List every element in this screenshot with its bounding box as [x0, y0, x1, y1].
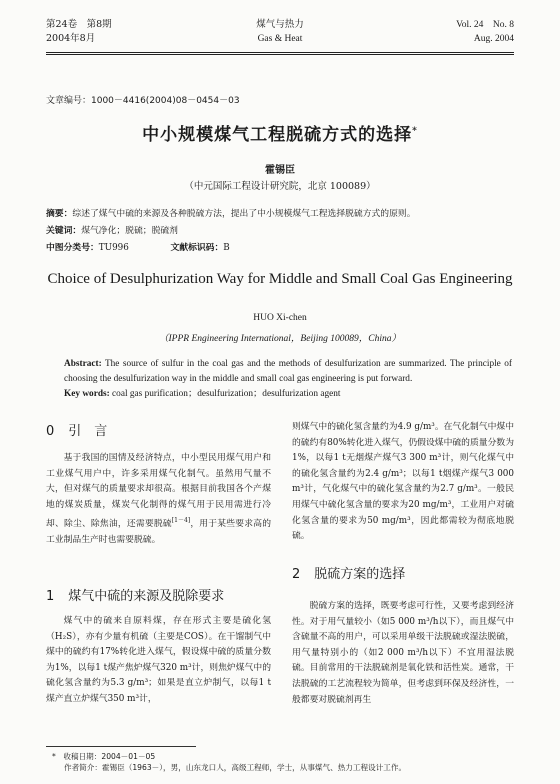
clc-label: 中图分类号：: [46, 243, 99, 253]
section-0-heading: [46, 420, 107, 439]
received-date: [52, 751, 522, 762]
citation-ref: [1－4]: [171, 517, 191, 525]
header-rule-2: [46, 54, 514, 55]
journal-name: [230, 18, 330, 46]
date-en: Aug. 2004: [473, 34, 514, 44]
article-number: 文章编号：1000－4416(2004)08－0454－03: [46, 96, 240, 106]
section-2-text: 脱硫方案的选择，既要考虑可行性，又要考虑到经济性。对于用气量较小（如5 000 m³/h以下），而且煤气中含硫量不高的用户，可以采用单级干法脱硫或湿法脱硫，用气量特别小的（如2 000 m³/h以下）不宜用湿法脱硫。目前常用的干法脱硫剂是氧化铁和活性炭。通常，干法脱硫的工艺流程较为简单，但考虑到环保及经济性，一般都要对脱硫剂再生: [292, 601, 514, 705]
footnote-rule: [46, 746, 196, 747]
intro-text: 基于我国的国情及经济特点，中小型民用煤气用户和工业煤气用户中，许多采用煤气化制气。虽然用气量不大，但对煤气的质量要求却很高。根据目前我国各个产煤地的煤炭质量，煤炭气化制得的煤气用于民用需进行冷却、除尘、除焦油，还需要脱硫: [46, 453, 271, 530]
author-cn: 霍锡臣: [265, 165, 295, 176]
section-1-heading: [46, 585, 224, 604]
abstract-cn: [46, 207, 516, 221]
classification-line: [46, 241, 230, 255]
section-1-text: 煤气中的硫来自原料煤，存在形式主要是硫化氢（H₂S），亦有少量有机硫（主要是COS）。在干馏制气中煤中的硫约有17%转化进入煤气，假设煤中硫的质量分数为1%，以每1 t煤产焦炉煤气320 m³计，则焦炉煤气中的硫化氢含量约为5.3 g/m³；如果是直立炉制气，以每1 t煤产直立炉煤气350 m³计，: [46, 616, 271, 704]
doc-code-value: B: [223, 243, 230, 253]
journal-name-cn: 煤气与热力: [256, 19, 304, 30]
section-2-paragraph: [292, 599, 514, 708]
continued-text: 则煤气中的硫化氢含量约为4.9 g/m³。在气化制气中煤中的硫约有80%转化进入煤气，仍假设煤中硫的质量分数为1%，以每1 t无烟煤产煤气3 300 m³计，则气化煤气中的硫化氢含量约为2.4 g/m³；以每1 t烟煤产煤气3 000 m³计，气化煤气中的硫化氢含量约为2.7 g/m³。一般民用煤气中硫化氢含量的要求为20 mg/m³，工业用户对硫化氢含量的要求为50 mg/m³，因此都需较为彻底地脱硫。: [292, 422, 514, 542]
author-bio: 作者简介：霍锡臣（1963－），男，山东龙口人，高级工程师，学士，从事煤气、热力工程设计工作。: [64, 763, 407, 772]
keywords-en: [64, 387, 512, 402]
journal-name-en: Gas & Heat: [257, 34, 303, 44]
keywords-cn-text: 煤气净化；脱硫；脱硫剂: [81, 226, 178, 236]
affiliation-cn: （中元国际工程设计研究院，北京 100089）: [184, 181, 376, 192]
english-title: Choice of Desulphurization Way for Middle and Small Coal Gas Engineering: [47, 271, 513, 287]
keywords-cn: [46, 224, 178, 238]
section-2-number: 2: [292, 567, 301, 582]
journal-volume-en: [414, 18, 514, 46]
volume-issue-en: Vol. 24 No. 8: [456, 20, 514, 30]
abstract-cn-label: 摘要：: [46, 209, 73, 219]
english-author: HUO Xi-chen: [253, 313, 307, 323]
section-1-title: 煤气中硫的来源及脱除要求: [68, 589, 225, 604]
paper-title: [0, 120, 560, 145]
title-text: 中小规模煤气工程脱硫方式的选择: [142, 125, 413, 145]
clc-value: TU996: [98, 243, 129, 253]
section-2-title: 脱硫方案的选择: [314, 567, 406, 582]
title-footnote-mark: *: [412, 126, 418, 137]
abstract-en: [64, 357, 512, 387]
section-0-title: 引 言: [68, 424, 108, 439]
section-0-number: 0: [46, 424, 55, 439]
doc-code-label: 文献标识码：: [170, 243, 224, 253]
footnotes: [52, 751, 522, 773]
section-1-paragraph: [46, 614, 271, 708]
abstract-cn-text: 综述了煤气中硫的来源及各种脱硫方法，提出了中小规模煤气工程选择脱硫方式的原则。: [72, 209, 416, 219]
english-affiliation: （IPPR Engineering International，Beijing 100089，China）: [159, 334, 401, 344]
intro-text-end: ，用于某些要求高的工业制品生产时也需要脱硫。: [46, 519, 271, 545]
date-cn: 2004年8月: [46, 33, 96, 44]
section-2-heading: [292, 563, 405, 582]
volume-issue-cn: 第24卷 第8期: [46, 19, 112, 30]
section-1-number: 1: [46, 589, 55, 604]
keywords-en-text: coal gas purification；desulfurization；desulfurization agent: [109, 389, 341, 399]
header-rule: [46, 52, 514, 53]
journal-volume-issue: [46, 18, 112, 46]
keywords-cn-label: 关键词：: [46, 226, 82, 236]
intro-paragraph: [46, 451, 271, 548]
abstract-en-text: The source of sulfur in the coal gas and the methods of desulfurization are summarized. The principle of choosing the desulfurization way in the middle and small coal gas engineering is put forward.: [64, 359, 512, 384]
right-column-paragraph-1: [292, 420, 514, 545]
received-text: 收稿日期：2004－01－05: [63, 752, 156, 761]
footnote-mark: *: [52, 752, 56, 761]
keywords-en-label: Key words:: [64, 389, 110, 399]
abstract-en-label: Abstract:: [64, 359, 102, 369]
